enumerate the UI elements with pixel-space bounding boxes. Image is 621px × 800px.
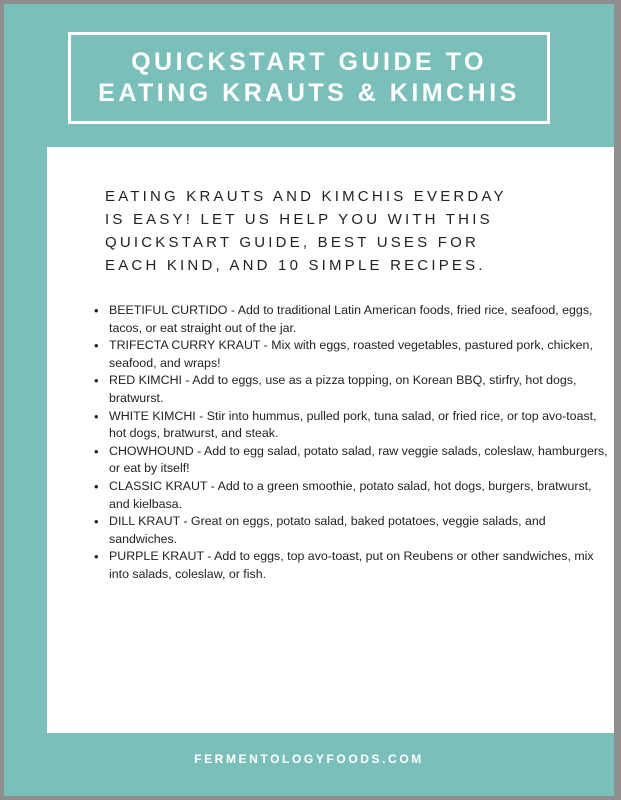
intro-line-4: EACH KIND, AND 10 SIMPLE RECIPES.	[105, 257, 486, 274]
list-item-purple-kraut: • PURPLE KRAUT - Add to eggs, top avo-toast, put on Reubens or other sandwiches, mix into salads, coleslaw, or fish.	[109, 548, 614, 583]
page-title	[98, 47, 520, 109]
intro-line-1: EATING KRAUTS AND KIMCHIS EVERDAY	[105, 188, 507, 205]
title-line-2: EATING KRAUTS & KIMCHIS	[98, 79, 520, 107]
list-item-chowhound: • CHOWHOUND - Add to egg salad, potato salad, raw veggie salads, coleslaw, hamburgers, or eat by itself!	[109, 443, 614, 478]
intro-text	[105, 185, 565, 277]
intro-line-3: QUICKSTART GUIDE, BEST USES FOR	[105, 234, 479, 251]
title-box	[68, 32, 550, 124]
list-item-white-kimchi: • WHITE KIMCHI - Stir into hummus, pulled pork, tuna salad, or fried rice, or top avo-toast, hot dogs, bratwurst, and steak.	[109, 408, 614, 443]
document-page	[4, 4, 614, 796]
list-item-beetiful-curtido: • BEETIFUL CURTIDO - Add to traditional Latin American foods, fried rice, seafood, eggs, tacos, or eat straight out of the jar.	[109, 302, 614, 337]
list-item-trifecta-curry-kraut: • TRIFECTA CURRY KRAUT - Mix with eggs, roasted vegetables, pastured pork, chicken, seafood, and wraps!	[109, 337, 614, 372]
title-line-1: QUICKSTART GUIDE TO	[131, 48, 487, 76]
content-panel	[47, 147, 614, 733]
uses-list	[91, 302, 614, 584]
list-item-classic-kraut: • CLASSIC KRAUT - Add to a green smoothie, potato salad, hot dogs, burgers, bratwurst, and kielbasa.	[109, 478, 614, 513]
footer-website: FERMENTOLOGYFOODS.COM	[194, 752, 424, 766]
list-item-dill-kraut: • DILL KRAUT - Great on eggs, potato salad, baked potatoes, veggie salads, and sandwiches.	[109, 513, 614, 548]
list-item-red-kimchi: • RED KIMCHI - Add to eggs, use as a pizza topping, on Korean BBQ, stirfry, hot dogs, bratwurst.	[109, 372, 614, 407]
intro-line-2: IS EASY! LET US HELP YOU WITH THIS	[105, 211, 493, 228]
